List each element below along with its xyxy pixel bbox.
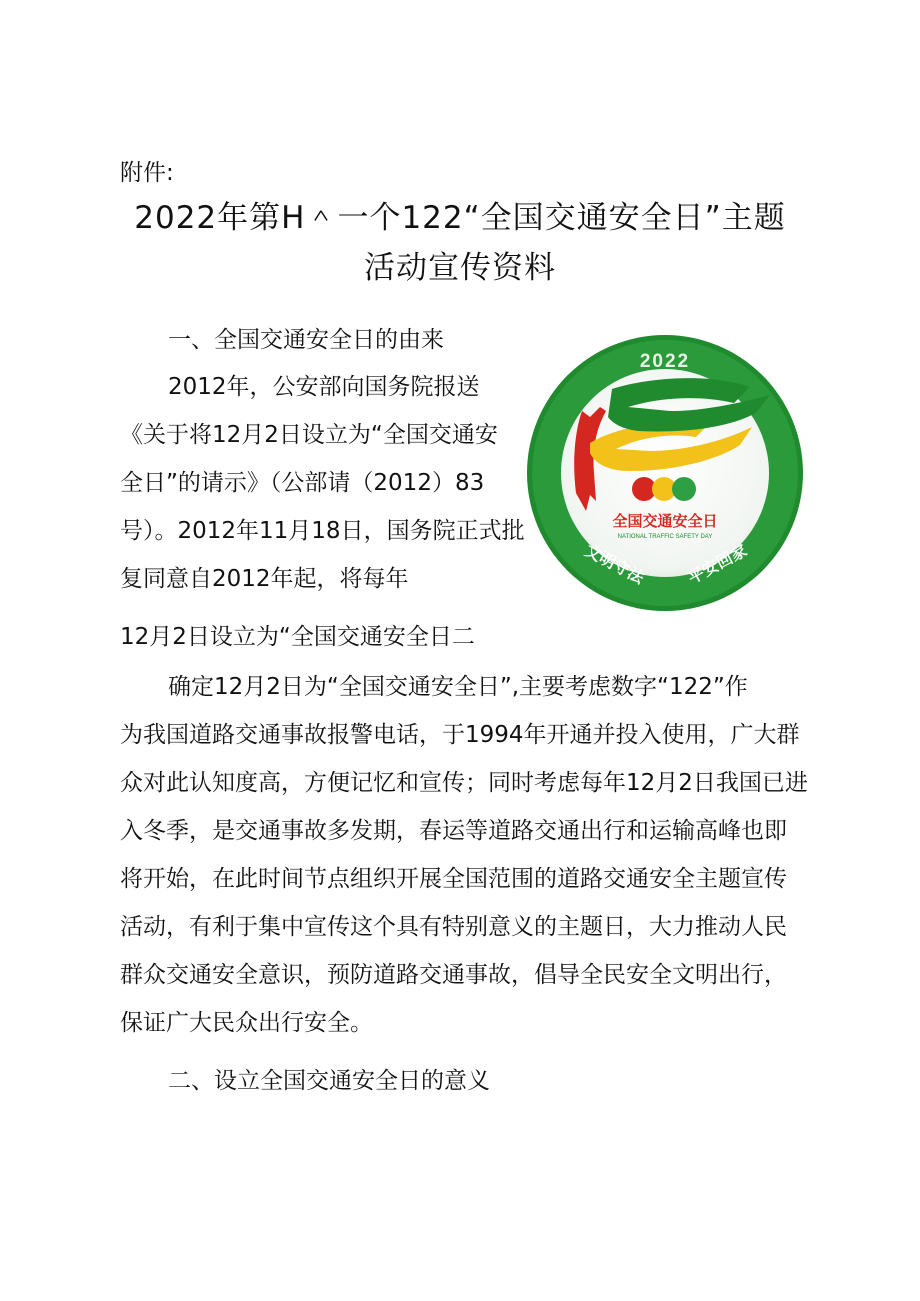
section1-line: 2012年，公安部向国务院报送 (168, 374, 480, 400)
document-title-line2: 活动宣传资料 (364, 250, 556, 286)
paragraph-line: 群众交通安全意识，预防道路交通事故，倡导全民安全文明出行， (120, 962, 787, 988)
paragraph-line: 确定12月2日为“全国交通安全日”,主要考虑数字“122”作 (168, 674, 748, 700)
emblem-slogan-right: 平安回家 (684, 540, 751, 588)
emblem-year: 2022 (639, 351, 691, 372)
section1-line: 复同意自2012年起，将每年 (120, 566, 409, 592)
document-title-line1: 2022年第H＾一个122“全国交通安全日”主题 (134, 200, 786, 236)
attachment-label: 附件: (120, 160, 174, 186)
emblem-slogan-left: 文明守法 (581, 540, 648, 588)
paragraph-line: 入冬季，是交通事故多发期，春运等道路交通出行和运输高峰也即 (120, 818, 787, 844)
paragraph-line: 为我国道路交通事故报警电话，于1994年开通并投入使用，广大群 (120, 722, 800, 748)
paragraph-line: 众对此认知度高，方便记忆和宣传；同时考虑每年12月2日我国已进 (120, 770, 808, 796)
section1-line: 全日”的请示》（公部请（2012）83 (120, 470, 485, 496)
emblem-name-en: NATIONAL TRAFFIC SAFETY DAY (617, 534, 713, 540)
paragraph-line: 活动，有利于集中宣传这个具有特别意义的主题日，大力推动人民 (120, 914, 787, 940)
paragraph-line: 将开始，在此时间节点组织开展全国范围的道路交通安全主题宣传 (120, 866, 787, 892)
section2-heading: 二、设立全国交通安全日的意义 (168, 1068, 490, 1094)
section1-line: 12月2日设立为“全国交通安全日二 (120, 624, 475, 650)
paragraph-line: 保证广大民众出行安全。 (120, 1010, 373, 1036)
traffic-light-green (672, 477, 696, 501)
section1-heading: 一、全国交通安全日的由来 (168, 327, 444, 353)
section1-line: 《关于将12月2日设立为“全国交通安 (120, 422, 498, 448)
section1-line: 号）。2012年11月18日，国务院正式批 (120, 518, 525, 544)
safety-day-emblem (520, 333, 810, 613)
emblem-name-cn: 全国交通安全日 (612, 512, 718, 530)
